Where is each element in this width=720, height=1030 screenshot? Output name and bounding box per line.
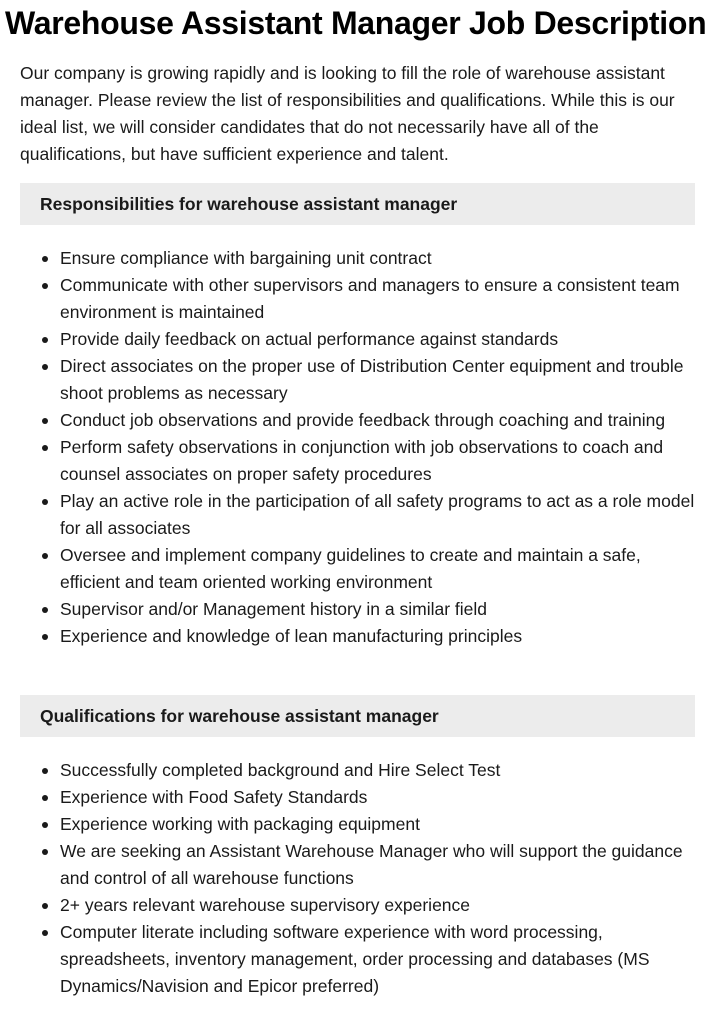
bullet-icon: [42, 849, 48, 855]
list-item: [60, 838, 700, 892]
list-item: [60, 272, 700, 326]
bullet-icon: [42, 903, 48, 909]
bullet-icon: [42, 418, 48, 424]
list-item-text: Direct associates on the proper use of Distribution Center equipment and trouble shoot problems as necessary: [60, 356, 684, 403]
list-item-text: Communicate with other supervisors and managers to ensure a consistent team environment is maintained: [60, 275, 680, 322]
list-item-text: Conduct job observations and provide feedback through coaching and training: [60, 410, 666, 430]
list-item-text: Experience working with packaging equipment: [60, 814, 420, 834]
list-item-text: Successfully completed background and Hire Select Test: [60, 760, 501, 780]
list-item: [60, 919, 700, 1000]
list-item: [60, 488, 700, 542]
page-title: Warehouse Assistant Manager Job Description: [5, 5, 707, 41]
list-item: [60, 811, 700, 838]
bullet-icon: [42, 607, 48, 613]
list-item: [60, 596, 700, 623]
bullet-icon: [42, 795, 48, 801]
list-item-text: Experience and knowledge of lean manufacturing principles: [60, 626, 523, 646]
bullet-icon: [42, 499, 48, 505]
list-item: [60, 784, 700, 811]
list-item: [60, 407, 700, 434]
qualifications-heading: Qualifications for warehouse assistant manager: [20, 695, 695, 737]
list-item: [60, 326, 700, 353]
bullet-icon: [42, 553, 48, 559]
list-item-text: Provide daily feedback on actual performance against standards: [60, 329, 559, 349]
list-item-text: Ensure compliance with bargaining unit contract: [60, 248, 432, 268]
list-item-text: Play an active role in the participation of all safety programs to act as a role model for all associates: [60, 491, 695, 538]
list-item-text: 2+ years relevant warehouse supervisory experience: [60, 895, 471, 915]
list-item-text: Computer literate including software experience with word processing, spreadsheets, inventory management, order processing and databases (MS Dynamics/Navision and Epicor preferred): [60, 922, 650, 996]
bullet-icon: [42, 930, 48, 936]
list-item: [60, 892, 700, 919]
bullet-icon: [42, 337, 48, 343]
responsibilities-heading: Responsibilities for warehouse assistant manager: [20, 183, 695, 225]
bullet-icon: [42, 283, 48, 289]
list-item: [60, 757, 700, 784]
list-item: [60, 623, 700, 650]
list-item-text: Experience with Food Safety Standards: [60, 787, 368, 807]
list-item-text: Perform safety observations in conjunction with job observations to coach and counsel associates on proper safety procedures: [60, 437, 664, 484]
qualifications-list: [20, 757, 700, 1000]
responsibilities-list: [20, 245, 700, 650]
list-item-text: Oversee and implement company guidelines to create and maintain a safe, efficient and team oriented working environment: [60, 545, 641, 592]
bullet-icon: [42, 822, 48, 828]
list-item: [60, 245, 700, 272]
list-item: [60, 353, 700, 407]
bullet-icon: [42, 768, 48, 774]
list-item-text: We are seeking an Assistant Warehouse Manager who will support the guidance and control of all warehouse functions: [60, 841, 683, 888]
list-item-text: Supervisor and/or Management history in a similar field: [60, 599, 487, 619]
bullet-icon: [42, 256, 48, 262]
intro-paragraph: Our company is growing rapidly and is looking to fill the role of warehouse assistant manager. Please review the list of responsibilities and qualifications. While this is our ideal list, we will consider candidates that do not necessarily have all of the qualifications, but have sufficient experience and talent.: [20, 63, 675, 164]
bullet-icon: [42, 445, 48, 451]
bullet-icon: [42, 364, 48, 370]
bullet-icon: [42, 634, 48, 640]
list-item: [60, 542, 700, 596]
list-item: [60, 434, 700, 488]
